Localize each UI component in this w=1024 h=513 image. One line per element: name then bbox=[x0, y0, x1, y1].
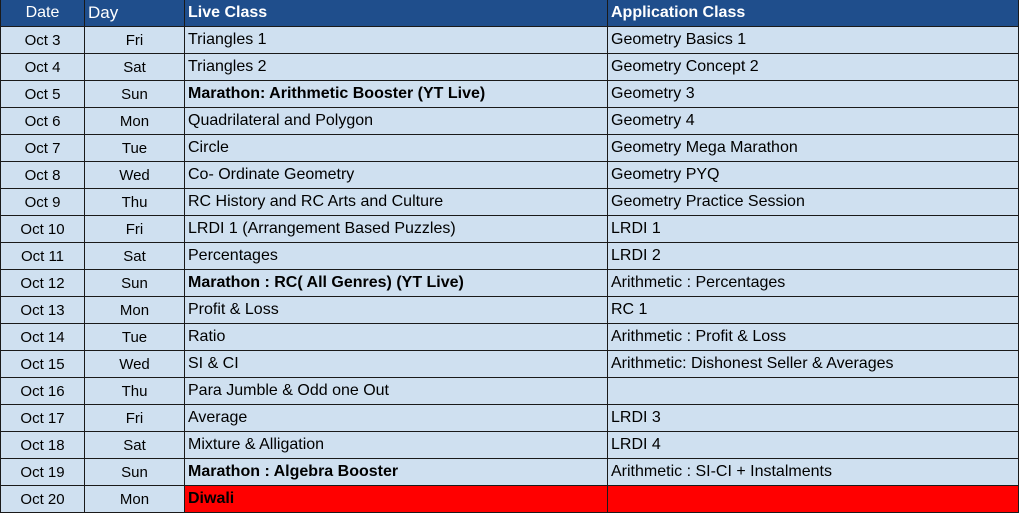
date-cell: Oct 18 bbox=[1, 432, 85, 459]
application-class-cell: Geometry PYQ bbox=[608, 162, 1019, 189]
date-cell: Oct 19 bbox=[1, 459, 85, 486]
table-row bbox=[1, 324, 1019, 351]
day-cell: Sat bbox=[85, 243, 185, 270]
table-row bbox=[1, 27, 1019, 54]
date-cell: Oct 5 bbox=[1, 81, 85, 108]
live-class-cell: Mixture & Alligation bbox=[185, 432, 608, 459]
table-row bbox=[1, 459, 1019, 486]
header-day: Day bbox=[85, 0, 185, 27]
table-row bbox=[1, 108, 1019, 135]
application-class-cell: LRDI 2 bbox=[608, 243, 1019, 270]
application-class-cell bbox=[608, 378, 1019, 405]
live-class-cell: Ratio bbox=[185, 324, 608, 351]
table-row bbox=[1, 351, 1019, 378]
day-cell: Fri bbox=[85, 216, 185, 243]
application-class-cell: LRDI 1 bbox=[608, 216, 1019, 243]
day-cell: Tue bbox=[85, 135, 185, 162]
header-row bbox=[1, 0, 1019, 27]
date-cell: Oct 20 bbox=[1, 486, 85, 513]
date-cell: Oct 16 bbox=[1, 378, 85, 405]
day-cell: Mon bbox=[85, 108, 185, 135]
application-class-cell: Geometry Concept 2 bbox=[608, 54, 1019, 81]
table-row bbox=[1, 216, 1019, 243]
live-class-cell: Triangles 2 bbox=[185, 54, 608, 81]
live-class-cell: Marathon : RC( All Genres) (YT Live) bbox=[185, 270, 608, 297]
table-row bbox=[1, 405, 1019, 432]
table-row bbox=[1, 81, 1019, 108]
table-row bbox=[1, 270, 1019, 297]
day-cell: Fri bbox=[85, 405, 185, 432]
live-class-cell: Average bbox=[185, 405, 608, 432]
live-class-cell: Marathon : Algebra Booster bbox=[185, 459, 608, 486]
date-cell: Oct 9 bbox=[1, 189, 85, 216]
live-class-cell: Para Jumble & Odd one Out bbox=[185, 378, 608, 405]
application-class-cell: Geometry 4 bbox=[608, 108, 1019, 135]
application-class-cell: LRDI 4 bbox=[608, 432, 1019, 459]
day-cell: Wed bbox=[85, 351, 185, 378]
live-class-cell: Percentages bbox=[185, 243, 608, 270]
day-cell: Sun bbox=[85, 81, 185, 108]
live-class-cell: Profit & Loss bbox=[185, 297, 608, 324]
day-cell: Wed bbox=[85, 162, 185, 189]
date-cell: Oct 11 bbox=[1, 243, 85, 270]
day-cell: Thu bbox=[85, 378, 185, 405]
table-row bbox=[1, 378, 1019, 405]
application-class-cell: Geometry Practice Session bbox=[608, 189, 1019, 216]
table-row bbox=[1, 189, 1019, 216]
table-row bbox=[1, 297, 1019, 324]
day-cell: Mon bbox=[85, 297, 185, 324]
day-cell: Sun bbox=[85, 270, 185, 297]
application-class-cell: Arithmetic : Profit & Loss bbox=[608, 324, 1019, 351]
application-class-cell: LRDI 3 bbox=[608, 405, 1019, 432]
application-class-cell: Arithmetic : SI-CI + Instalments bbox=[608, 459, 1019, 486]
date-cell: Oct 8 bbox=[1, 162, 85, 189]
header-date: Date bbox=[1, 0, 85, 27]
table-row bbox=[1, 432, 1019, 459]
live-class-cell: Marathon: Arithmetic Booster (YT Live) bbox=[185, 81, 608, 108]
live-class-cell: Circle bbox=[185, 135, 608, 162]
table-body bbox=[1, 27, 1019, 513]
date-cell: Oct 3 bbox=[1, 27, 85, 54]
date-cell: Oct 14 bbox=[1, 324, 85, 351]
application-class-cell: Arithmetic: Dishonest Seller & Averages bbox=[608, 351, 1019, 378]
live-class-cell: Triangles 1 bbox=[185, 27, 608, 54]
live-class-cell: Co- Ordinate Geometry bbox=[185, 162, 608, 189]
table-row bbox=[1, 162, 1019, 189]
date-cell: Oct 12 bbox=[1, 270, 85, 297]
table-row bbox=[1, 54, 1019, 81]
live-class-cell: LRDI 1 (Arrangement Based Puzzles) bbox=[185, 216, 608, 243]
header-application-class: Application Class bbox=[608, 0, 1019, 27]
table-row-holiday bbox=[1, 486, 1019, 513]
day-cell: Sun bbox=[85, 459, 185, 486]
date-cell: Oct 15 bbox=[1, 351, 85, 378]
application-class-cell: Arithmetic : Percentages bbox=[608, 270, 1019, 297]
application-class-cell-holiday bbox=[608, 486, 1019, 513]
live-class-cell: RC History and RC Arts and Culture bbox=[185, 189, 608, 216]
date-cell: Oct 7 bbox=[1, 135, 85, 162]
live-class-cell: Quadrilateral and Polygon bbox=[185, 108, 608, 135]
application-class-cell: Geometry Basics 1 bbox=[608, 27, 1019, 54]
application-class-cell: Geometry 3 bbox=[608, 81, 1019, 108]
date-cell: Oct 4 bbox=[1, 54, 85, 81]
day-cell: Tue bbox=[85, 324, 185, 351]
table-row bbox=[1, 243, 1019, 270]
header-live-class: Live Class bbox=[185, 0, 608, 27]
live-class-cell: SI & CI bbox=[185, 351, 608, 378]
date-cell: Oct 10 bbox=[1, 216, 85, 243]
day-cell: Thu bbox=[85, 189, 185, 216]
day-cell: Fri bbox=[85, 27, 185, 54]
table-row bbox=[1, 135, 1019, 162]
date-cell: Oct 13 bbox=[1, 297, 85, 324]
date-cell: Oct 6 bbox=[1, 108, 85, 135]
application-class-cell: RC 1 bbox=[608, 297, 1019, 324]
day-cell: Sat bbox=[85, 54, 185, 81]
day-cell: Sat bbox=[85, 432, 185, 459]
table-header bbox=[1, 0, 1019, 27]
date-cell: Oct 17 bbox=[1, 405, 85, 432]
live-class-cell-holiday: Diwali bbox=[185, 486, 608, 513]
day-cell: Mon bbox=[85, 486, 185, 513]
application-class-cell: Geometry Mega Marathon bbox=[608, 135, 1019, 162]
